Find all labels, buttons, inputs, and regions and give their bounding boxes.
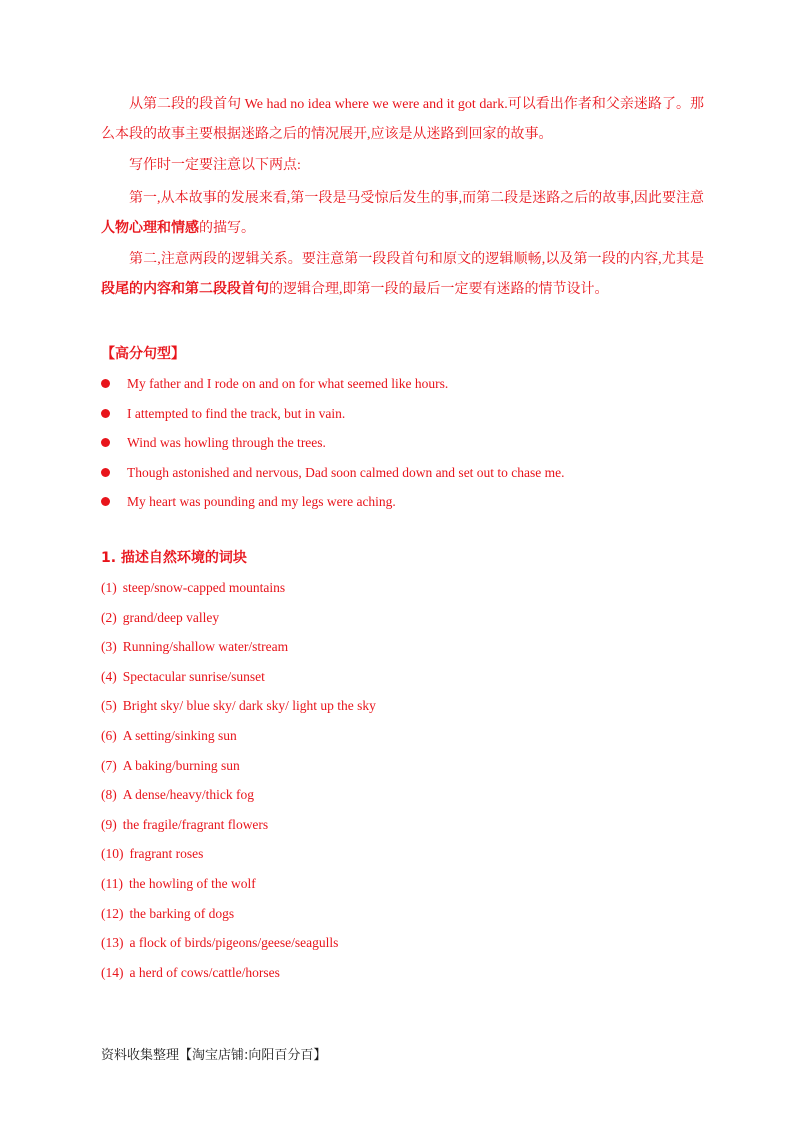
vocab-item	[101, 662, 376, 692]
vocab-item	[101, 751, 376, 781]
vocab-number: (13)	[101, 935, 124, 951]
sentences-list	[101, 369, 565, 517]
vocab-text: Spectacular sunrise/sunset	[122, 668, 265, 684]
vocab-number: (6)	[101, 727, 117, 743]
bullet-dot-icon	[101, 438, 110, 447]
vocab-text: the barking of dogs	[129, 905, 235, 921]
vocab-text: grand/deep valley	[122, 609, 220, 625]
vocab-number: (11)	[101, 875, 123, 891]
vocab-item	[101, 810, 376, 840]
vocab-item	[101, 839, 376, 869]
sentence-item	[101, 458, 565, 488]
vocab-number: (7)	[101, 757, 117, 773]
vocab-text: Running/shallow water/stream	[122, 639, 289, 655]
sentence-text: Though astonished and nervous, Dad soon calmed down and set out to chase me.	[127, 464, 565, 480]
vocab-text: A baking/burning sun	[122, 757, 240, 773]
emphasis-paragraph-link: 段尾的内容和第二段段首句	[101, 282, 269, 297]
intro-paragraph-3-tail: 的描写。	[199, 221, 255, 236]
emphasis-character-emotion: 人物心理和情感	[101, 221, 199, 236]
vocab-number: (1)	[101, 580, 117, 595]
sentence-item	[101, 399, 565, 429]
intro-paragraph-4-tail: 的逻辑合理,即第一段的最后一定要有迷路的情节设计。	[269, 282, 609, 297]
sentence-item	[101, 369, 565, 399]
bullet-dot-icon	[101, 468, 110, 477]
intro-paragraph-2-text: 写作时一定要注意以下两点:	[129, 158, 301, 173]
vocab-number: (12)	[101, 905, 124, 921]
vocab-number: (14)	[101, 964, 124, 980]
vocab-item	[101, 928, 376, 958]
vocab-item	[101, 632, 376, 662]
vocab-number: (9)	[101, 816, 117, 832]
vocab-text: A setting/sinking sun	[122, 727, 237, 743]
vocab-item	[101, 780, 376, 810]
vocab-heading: 1. 描述自然环境的词块	[101, 550, 247, 566]
intro-paragraph-2	[101, 151, 704, 181]
vocab-text: the fragile/fragrant flowers	[122, 816, 269, 832]
intro-paragraph-3-text: 第一,从本故事的发展来看,第一段是马受惊后发生的事,而第二段是迷路之后的故事,因此要注意	[129, 191, 704, 206]
sentence-text: My heart was pounding and my legs were aching.	[127, 494, 396, 510]
sentence-text: My father and I rode on and on for what seemed like hours.	[127, 376, 449, 391]
vocab-number: (3)	[101, 639, 117, 655]
vocab-number: (10)	[101, 846, 124, 862]
vocab-item	[101, 691, 376, 721]
vocab-number: (2)	[101, 609, 117, 625]
sentence-text: Wind was howling through the trees.	[127, 435, 326, 451]
bullet-dot-icon	[101, 379, 110, 388]
vocab-number: (5)	[101, 698, 117, 714]
vocab-item	[101, 603, 376, 633]
vocab-text: fragrant roses	[129, 846, 204, 862]
sentence-text: I attempted to find the track, but in vain.	[127, 405, 346, 421]
vocab-text: the howling of the wolf	[129, 875, 256, 891]
vocab-text: Bright sky/ blue sky/ dark sky/ light up the sky	[122, 698, 376, 714]
bullet-dot-icon	[101, 497, 110, 506]
vocab-list	[101, 573, 376, 987]
intro-paragraph-4	[101, 245, 704, 305]
sentence-item	[101, 428, 565, 458]
vocab-item	[101, 869, 376, 899]
vocab-item	[101, 899, 376, 929]
vocab-text: a herd of cows/cattle/horses	[129, 964, 280, 980]
vocab-item	[101, 573, 376, 603]
intro-paragraph-3	[101, 184, 704, 244]
vocab-text: steep/snow-capped mountains	[122, 580, 286, 595]
sentence-item	[101, 487, 565, 517]
vocab-item	[101, 958, 376, 988]
sentences-heading: 【高分句型】	[101, 346, 185, 362]
vocab-text: a flock of birds/pigeons/geese/seagulls	[129, 935, 339, 951]
page-footer: 资料收集整理【淘宝店铺:向阳百分百】	[101, 1048, 327, 1063]
vocab-number: (8)	[101, 787, 117, 803]
intro-paragraph-1	[101, 90, 704, 150]
vocab-number: (4)	[101, 668, 117, 684]
intro-paragraph-1-text: 从第二段的段首句 We had no idea where we were and it got dark.可以看出作者和父亲迷路了。那么本段的故事主要根据迷路之后的情况展开,应该是从迷路到回家的故事。	[101, 97, 704, 142]
bullet-dot-icon	[101, 409, 110, 418]
vocab-item	[101, 721, 376, 751]
vocab-text: A dense/heavy/thick fog	[122, 787, 254, 803]
intro-paragraph-4-text: 第二,注意两段的逻辑关系。要注意第一段段首句和原文的逻辑顺畅,以及第一段的内容,尤其是	[129, 252, 704, 267]
